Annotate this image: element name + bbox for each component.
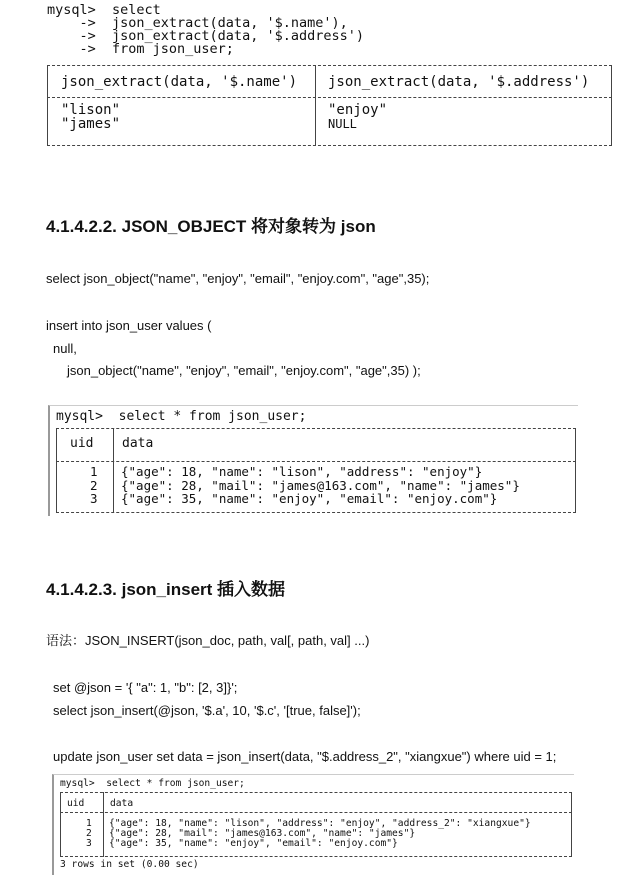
code-line: select json_object("name", "enjoy", "email", "enjoy.com", "age",35); [46,271,430,286]
terminal-block-2 [48,405,578,516]
column-header-uid: uid [70,436,94,451]
code-line: select json_insert(@json, '$.a', 10, '$.c', '[true, false]'); [53,703,361,718]
table-cell: {"age": 35, "name": "enjoy", "email": "enjoy.com"} [109,838,398,849]
table-cell: 1 [86,818,92,829]
section-heading: 4.1.4.2.3. json_insert 插入数据 [46,580,286,599]
column-header-data: data [110,798,134,809]
table-cell: {"age": 28, "mail": "james@163.com", "name": "james"} [109,828,416,839]
table-cell: 1 [90,464,98,479]
syntax-line: 语法：JSON_INSERT(json_doc, path, val[, path, val] ...) [46,633,370,648]
query-line: mysql> select * from json_user; [56,409,307,424]
terminal-block-3 [52,774,574,875]
query-line-2: -> json_extract(data, '$.name'), [47,15,348,31]
column-header-data: data [122,436,154,451]
table-cell: 2 [86,828,92,839]
code-line: set @json = '{ "a": 1, "b": [2, 3]}'; [53,680,238,695]
table-cell: "james" [61,116,121,132]
table-cell: 2 [90,477,98,493]
terminal-block-1 [47,2,612,132]
query-line-1: mysql> select [47,2,161,18]
table-cell: 3 [90,491,98,506]
table-cell: {"age": 35, "name": "enjoy", "email": "enjoy.com"} [121,491,498,506]
table-cell: "enjoy" [328,102,388,118]
query-line-3: -> json_extract(data, '$.address') [47,28,364,44]
table-cell: {"age": 18, "name": "lison", "address": "enjoy"} [121,464,483,479]
query-line: mysql> select * from json_user; [60,778,245,789]
column-header-uid: uid [67,798,85,809]
column-header: json_extract(data, '$.address') [328,74,590,90]
result-footer: 3 rows in set (0.00 sec) [60,859,199,870]
result-table-1 [47,65,612,147]
code-line: update json_user set data = json_insert(data, "$.address_2", "xiangxue") where uid = 1; [53,749,557,764]
column-header: json_extract(data, '$.name') [61,74,298,90]
table-cell: 3 [86,838,92,849]
table-cell: {"age": 18, "name": "lison", "address": "enjoy", "address_2": "xiangxue"} [109,818,531,829]
query-line-4: -> from json_user; [47,41,234,57]
table-cell: "lison" [61,102,121,118]
table-cell: {"age": 28, "mail": "james@163.com", "name": "james"} [121,477,520,493]
code-line: json_object("name", "enjoy", "email", "enjoy.com", "age",35) ); [67,363,421,378]
code-line: insert into json_user values ( [46,318,212,333]
code-line: null, [53,341,77,356]
table-cell: NULL [328,117,357,131]
section-heading: 4.1.4.2.2. JSON_OBJECT 将对象转为 json [46,217,376,236]
